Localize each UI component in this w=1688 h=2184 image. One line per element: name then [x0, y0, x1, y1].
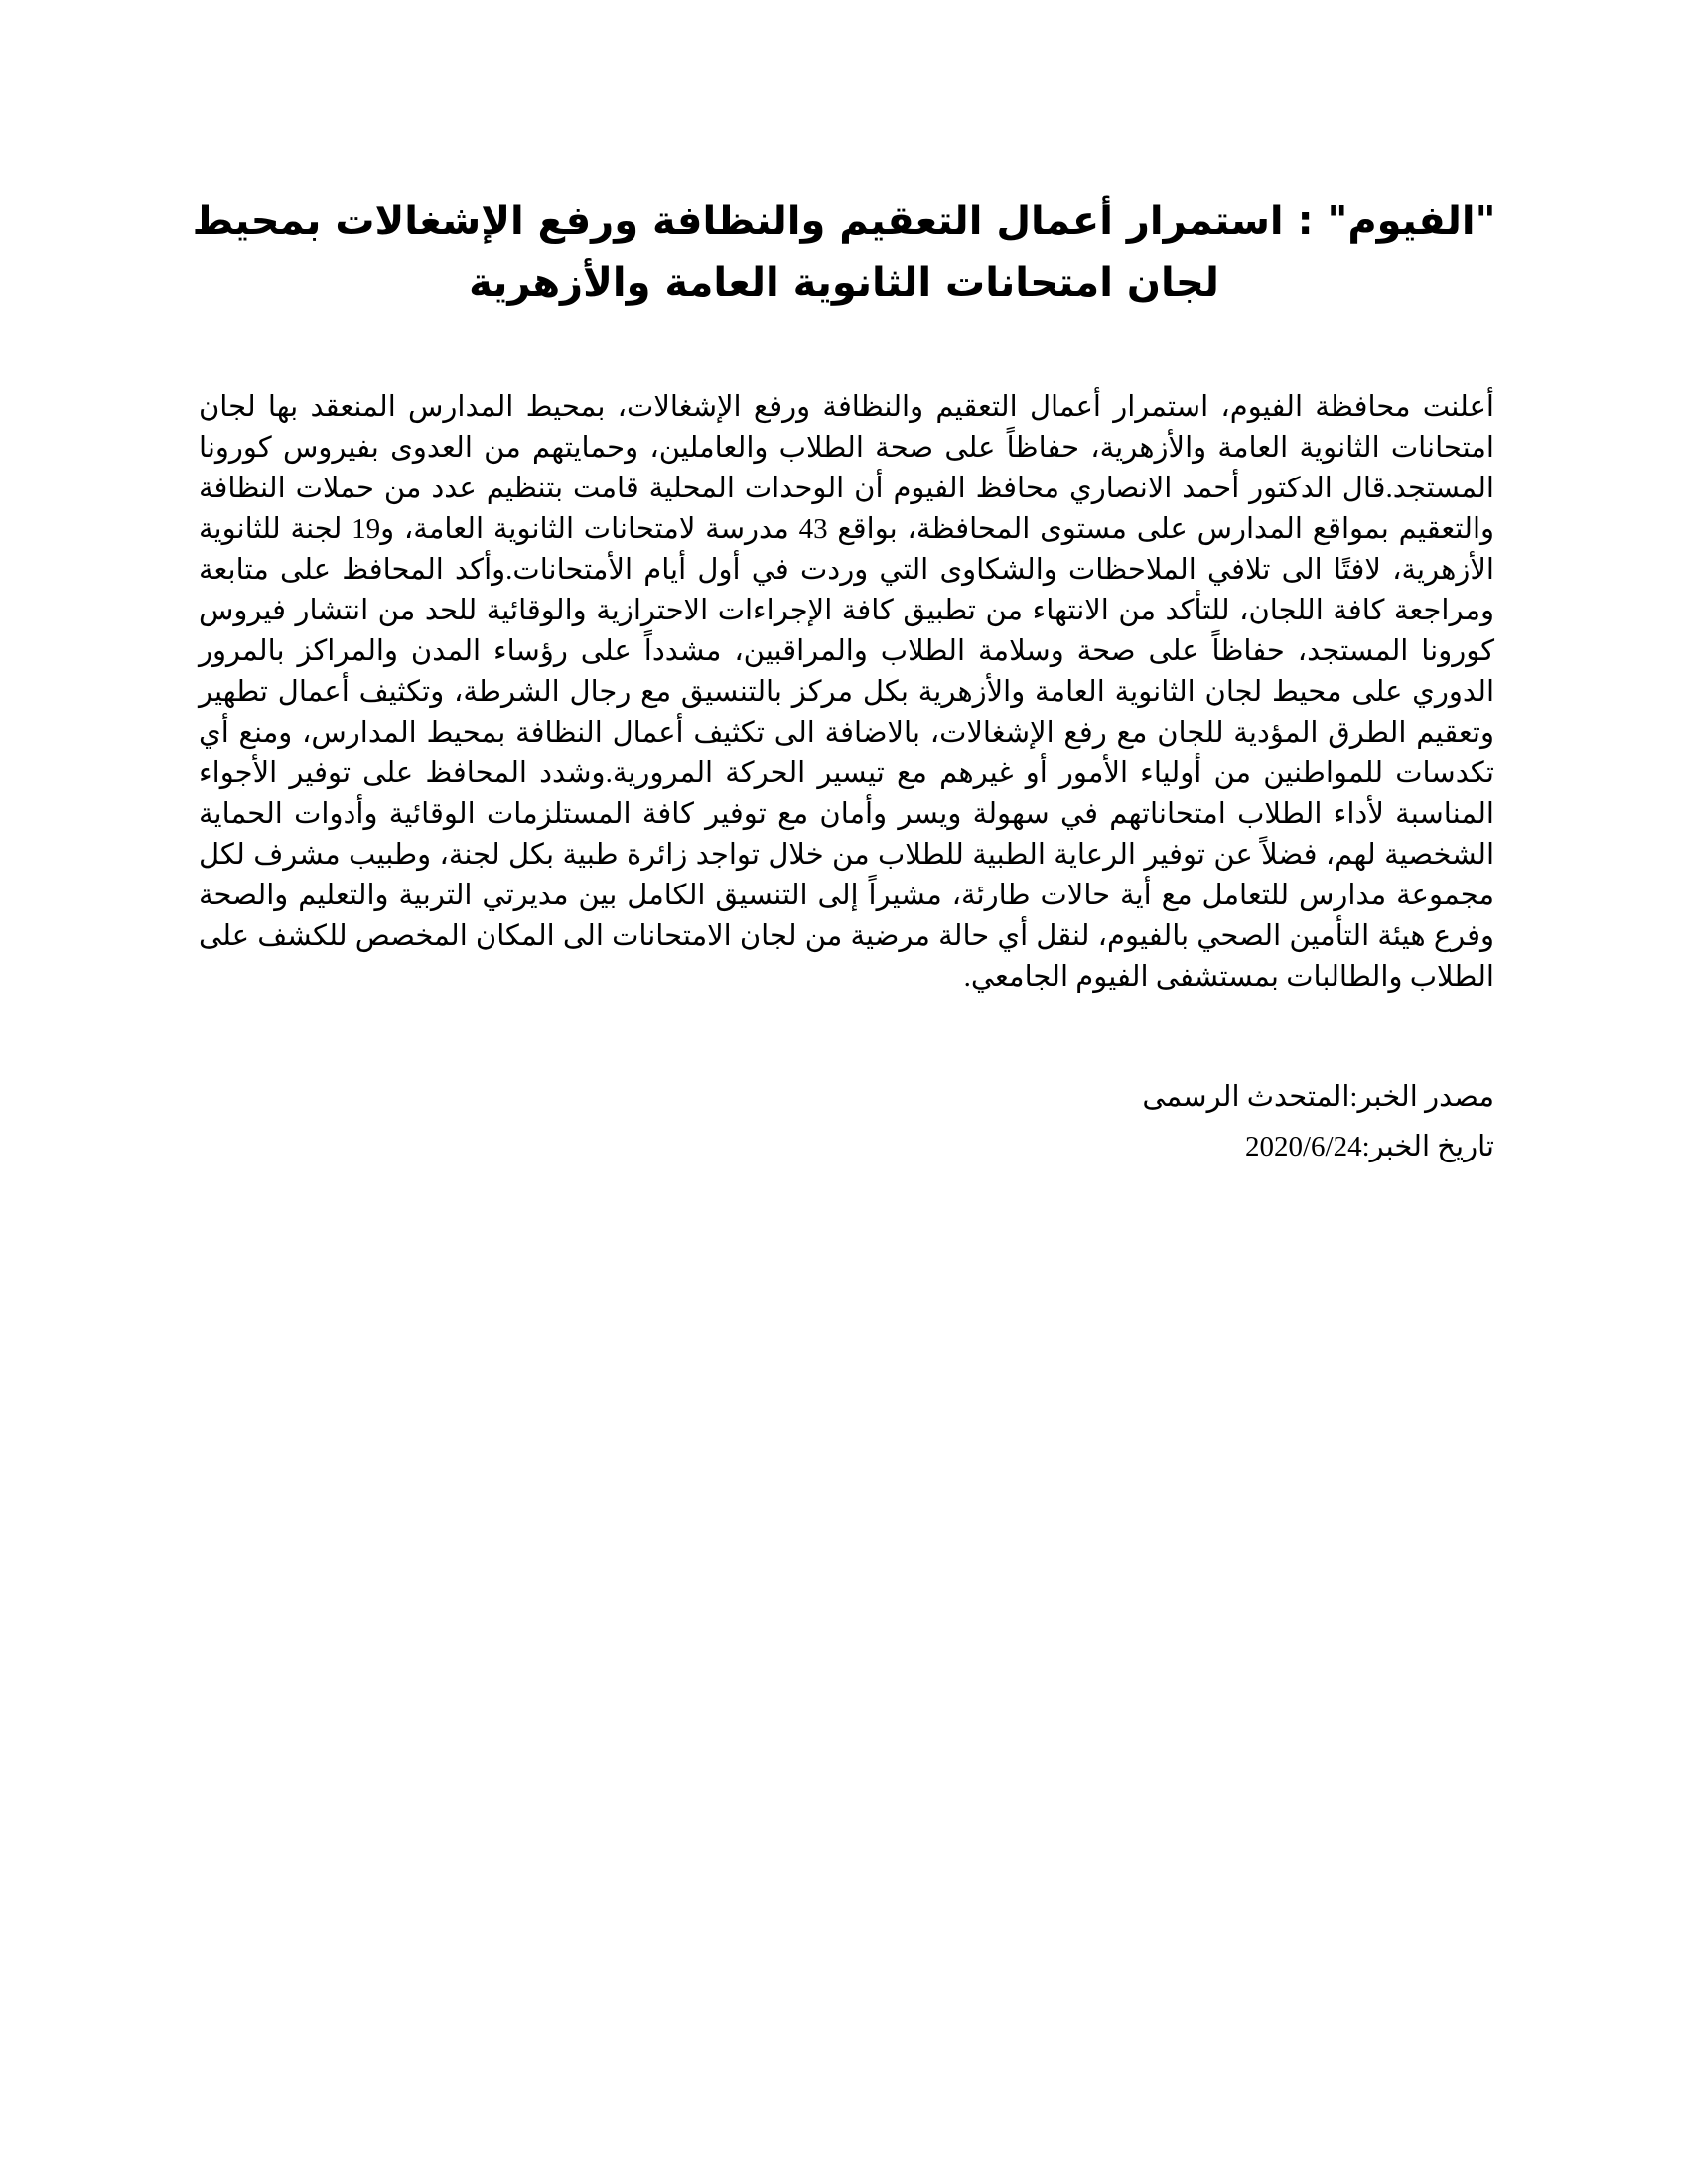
news-date: تاريخ الخبر:2020/6/24	[1245, 1131, 1494, 1162]
news-title: "الفيوم" : استمرار أعمال التعقيم والنظافة ورفع الإشغالات بمحيط لجان امتحانات الثانوية العامة والأزهرية	[192, 199, 1496, 306]
news-source: مصدر الخبر:المتحدث الرسمى	[1142, 1081, 1494, 1113]
news-body: أعلنت محافظة الفيوم، استمرار أعمال التعقيم والنظافة ورفع الإشغالات، بمحيط المدارس المنعقد بها لجان امتحانات الثانوية العامة والأزهرية، حفاظاً على صحة الطلاب والعاملين، وحمايتهم من العدوى بفيروس كورونا المستجد.قال الدكتور أحمد الانصاري محافظ الفيوم أن الوحدات المحلية قامت بتنظيم عدد من حملات النظافة والتعقيم بمواقع المدارس على مستوى المحافظة، بواقع 43 مدرسة لامتحانات الثانوية العامة، و19 لجنة للثانوية الأزهرية، لافتًا الى تلافي الملاحظات والشكاوى التي وردت في أول أيام الأمتحانات.وأكد المحافظ على متابعة ومراجعة كافة اللجان، للتأكد من الانتهاء من تطبيق كافة الإجراءات الاحترازية والوقائية للحد من انتشار فيروس كورونا المستجد، حفاظاً على صحة وسلامة الطلاب والمراقبين، مشدداً على رؤساء المدن والمراكز بالمرور الدوري على محيط لجان الثانوية العامة والأزهرية بكل مركز بالتنسيق مع رجال الشرطة، وتكثيف أعمال تطهير وتعقيم الطرق المؤدية للجان مع رفع الإشغالات، بالاضافة الى تكثيف أعمال النظافة بمحيط المدارس، ومنع أي تكدسات للمواطنين من أولياء الأمور أو غيرهم مع تيسير الحركة المرورية.وشدد المحافظ على توفير الأجواء المناسبة لأداء الطلاب امتحاناتهم في سهولة ويسر وأمان مع توفير كافة المستلزمات الوقائية وأدوات الحماية الشخصية لهم، فضلاً عن توفير الرعاية الطبية للطلاب من خلال تواجد زائرة طبية بكل لجنة، وطبيب مشرف لكل مجموعة مدارس للتعامل مع أية حالات طارئة، مشيراً إلى التنسيق الكامل بين مديرتي التربية والتعليم والصحة وفرع هيئة التأمين الصحي بالفيوم، لنقل أي حالة مرضية من لجان الامتحانات الى المكان المخصص للكشف على الطلاب والطالبات بمستشفى الفيوم الجامعي.	[199, 391, 1495, 993]
